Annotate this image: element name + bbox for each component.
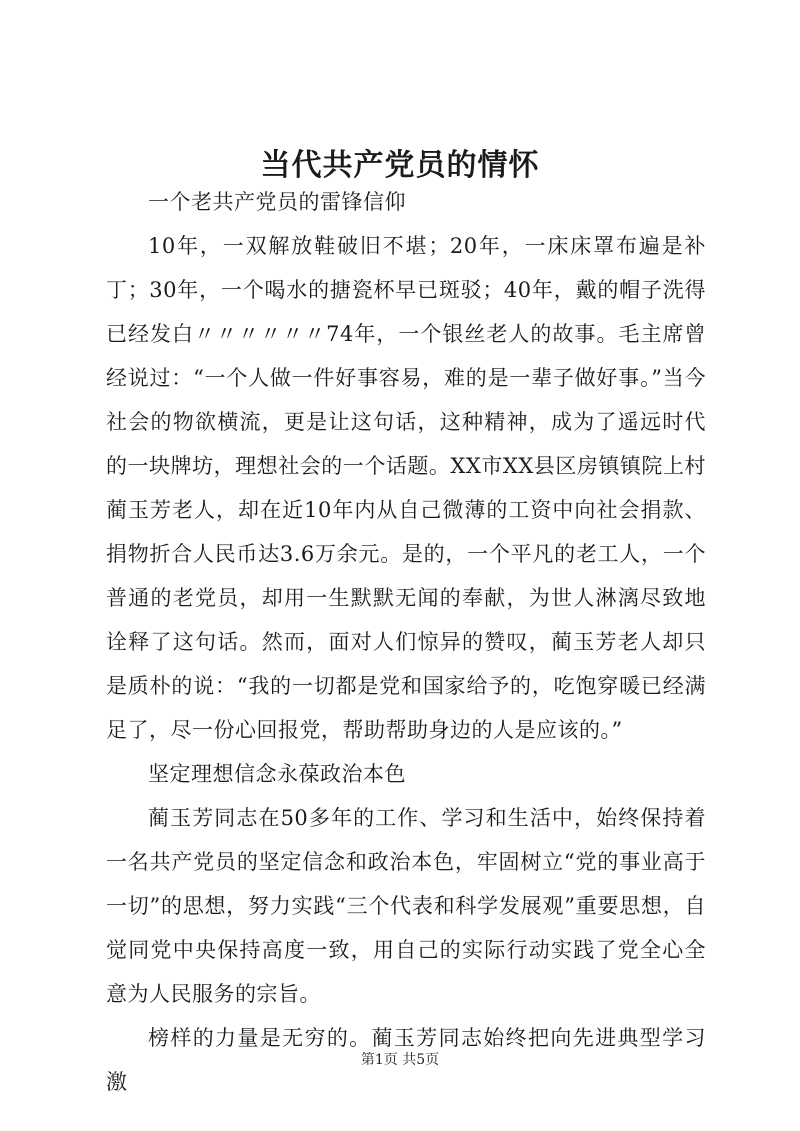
- body-paragraph: 榜样的力量是无穷的。蔺玉芳同志始终把向先进典型学习激: [106, 1026, 706, 1094]
- body-paragraph: 10年，一双解放鞋破旧不堪；20年，一床床罩布遍是补丁；30年，一个喝水的搪瓷杯早已斑驳；40年，戴的帽子洗得已经发白〃〃〃〃〃〃74年，一个银丝老人的故事。毛主席曾经说过：“一个人做一件好事容易，难的是一辈子做好事。”当今社会的物欲横流，更是让这句话，这种精神，成为了遥远时代的一块牌坊，理想社会的一个话题。XX市XX县区房镇镇院上村蔺玉芳老人，却在近10年内从自己微薄的工资中向社会捐款、捐物折合人民币达3.6万余元。是的，一个平凡的老工人，一个普通的老党员，却用一生默默无闻的奉献，为世人淋漓尽致地诠释了这句话。然而，面对人们惊异的赞叹，蔺玉芳老人却只是质朴的说：“我的一切都是党和国家给予的，吃饱穿暖已经满足了，尽一份心回报党，帮助帮助身边的人是应该的。”: [106, 234, 706, 742]
- document-body: [106, 180, 706, 1104]
- page-footer: 第1页 共5页: [360, 1052, 440, 1068]
- section-heading: 坚定理想信念永葆政治本色: [148, 762, 406, 786]
- section-heading: 一个老共产党员的雷锋信仰: [148, 190, 406, 214]
- body-paragraph: 蔺玉芳同志在50多年的工作、学习和生活中，始终保持着一名共产党员的坚定信念和政治本色，牢固树立“党的事业高于一切”的思想，努力实践“三个代表和科学发展观”重要思想，自觉同党中央保持高度一致，用自己的实际行动实践了党全心全意为人民服务的宗旨。: [106, 806, 706, 1006]
- document-title: 当代共产党员的情怀: [260, 148, 540, 183]
